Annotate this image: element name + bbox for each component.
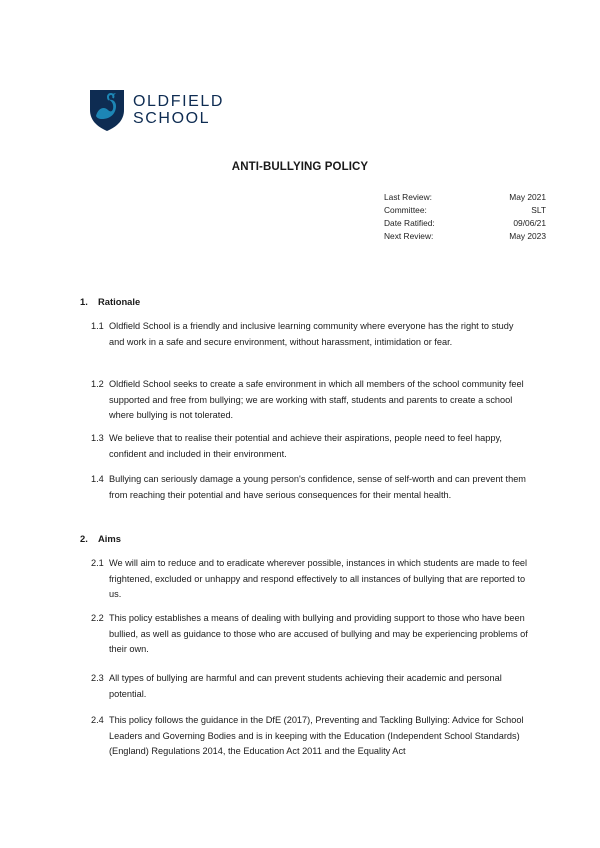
meta-value: May 2023 <box>509 231 546 241</box>
section-number: 1. <box>80 296 88 307</box>
meta-row <box>384 217 546 230</box>
paragraph-2-1 <box>91 556 531 603</box>
paragraph-2-2 <box>91 611 531 658</box>
paragraph-1-4 <box>91 472 531 503</box>
paragraph-text: We will aim to reduce and to eradicate wherever possible, instances in which students are made to feel frightened, excluded or unhappy and respond effectively to all instances of bullying that are reported to us. <box>109 558 528 600</box>
meta-label: Committee: <box>384 205 427 215</box>
paragraph-text: Oldfield School seeks to create a safe environment in which all members of the school community feel supported and free from bullying; we are working with staff, students and parents to create a school where bullying is not tolerated. <box>109 379 524 421</box>
paragraph-1-2 <box>91 377 531 424</box>
paragraph-1-3 <box>91 431 531 462</box>
meta-value: May 2021 <box>509 192 546 202</box>
logo-line-2: SCHOOL <box>133 110 211 127</box>
paragraph-number: 1.3 <box>91 433 104 443</box>
swan-shield-icon <box>88 88 126 132</box>
paragraph-text: Oldfield School is a friendly and inclusive learning community where everyone has the right to study and work in a safe and secure environment, without harassment, intimidation or fear. <box>109 321 514 347</box>
paragraph-number: 2.4 <box>91 715 104 725</box>
meta-value: SLT <box>531 205 546 215</box>
review-details <box>384 191 546 243</box>
paragraph-text: Bullying can seriously damage a young person's confidence, sense of self-worth and can prevent them from reaching their potential and have serious consequences for their mental health. <box>109 474 526 500</box>
meta-row <box>384 191 546 204</box>
paragraph-number: 2.1 <box>91 558 104 568</box>
section-number: 2. <box>80 533 88 544</box>
section-title: Rationale <box>98 296 141 307</box>
document-title: ANTI-BULLYING POLICY <box>231 161 369 173</box>
section-heading-rationale <box>80 296 140 307</box>
paragraph-text: All types of bullying are harmful and can prevent students achieving their academic and personal potential. <box>109 673 502 699</box>
paragraph-number: 1.1 <box>91 321 104 331</box>
paragraph-text: This policy follows the guidance in the DfE (2017), Preventing and Tackling Bullying: Advice for School Leaders and Governing Bodies and is in keeping with the Education (Independent School Standards) (England) Regulations 2014, the Education Act 2011 and the Equality Act <box>109 715 524 757</box>
school-logo <box>88 88 224 132</box>
paragraph-number: 1.2 <box>91 379 104 389</box>
meta-row <box>384 230 546 243</box>
logo-line-1: OLDFIELD <box>133 93 225 110</box>
meta-value: 09/06/21 <box>513 218 546 228</box>
section-heading-aims <box>80 533 121 544</box>
paragraph-1-1 <box>91 319 531 350</box>
section-title: Aims <box>98 533 121 544</box>
meta-label: Date Ratified: <box>384 218 435 228</box>
paragraph-2-3 <box>91 671 531 702</box>
paragraph-number: 2.2 <box>91 613 104 623</box>
meta-row <box>384 204 546 217</box>
paragraph-2-4 <box>91 713 531 760</box>
paragraph-text: We believe that to realise their potential and achieve their aspirations, people need to feel happy, confident and included in their environment. <box>109 433 502 459</box>
meta-label: Last Review: <box>384 192 432 202</box>
paragraph-number: 2.3 <box>91 673 104 683</box>
paragraph-text: This policy establishes a means of dealing with bullying and providing support to those who have been bullied, as well as guidance to those who are accused of bullying and may be experiencing problems of their own. <box>109 613 528 655</box>
paragraph-number: 1.4 <box>91 474 104 484</box>
meta-label: Next Review: <box>384 231 434 241</box>
